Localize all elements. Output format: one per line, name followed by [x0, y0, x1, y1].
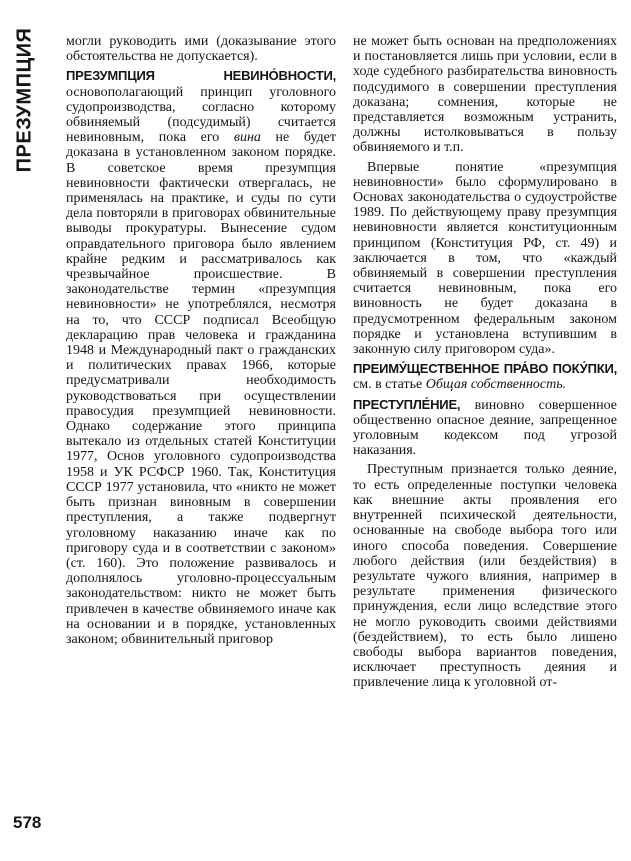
side-header [8, 16, 42, 184]
page-number: 578 [13, 813, 42, 832]
entry-text: см. в статье [353, 377, 426, 393]
entry-headword: ПРЕИМУ́ЩЕСТВЕННОЕ ПРА́ВО ПОКУ́ПКИ, [353, 361, 617, 377]
entry-preemptive-purchase-right [353, 361, 617, 392]
entry-italic-term: вина [233, 130, 261, 146]
continued-paragraph: не может быть основан на предположениях и постановляется лишь при условии, если в ходе судебного разбирательства виновность подсудимого в совершении преступления доказана; сомнения, которые не представляется возможным устранить, должны истолковываться в пользу обвиняемого и т.п. [353, 34, 617, 156]
left-column [66, 34, 336, 651]
entry-text: виновно совершенное общественно опасное деяние, запрещенное уголовным кодексом под угрозой наказания. [353, 397, 617, 459]
entry-headword: ПРЕСТУПЛЕ́НИЕ, [353, 396, 461, 412]
right-column [353, 34, 617, 695]
paragraph: Преступным признается только деяние, то есть определенные поступки человека как внешние акты проявления его внутренней психической деятельности, основанные на свободе выбора того или иного способа поведения. Совершение любого действия (или бездействия) в результате чужого влияния, например в результате применения физического принуждения, если лицо вследствие этого не могло руководить своими действиями (бездействием), то есть было лишено свободы выбора вариантов поведения, исключает преступность деяния и привлечение лица к уголовной от- [353, 462, 617, 691]
side-header-text: ПРЕЗУМПЦИЯ [13, 27, 36, 173]
paragraph: Впервые понятие «презумпция невиновности» было сформулировано в Основах законодательства о судоустройстве 1989. По действующему праву презумпция невиновности является конституционным принципом (Конституция РФ, ст. 49) и заключается в том, что «каждый обвиняемый в совершении преступления считается невиновным, пока его виновность не будет доказана в предусмотренном федеральным законом порядке и установлена вступившим в законную силу приговором суда». [353, 159, 617, 358]
entry-crime [353, 397, 617, 459]
cross-reference: Общая собственность. [425, 377, 567, 393]
entry-text: не будет доказана в установленном законом порядке. В советское время презумпция невиновности фактически отвергалась, не применялась на практике, и суды по сути дела повторяли в приговорах обвинительные выводы прокуратуры. Вынесение судом оправдательного приговора было явлением крайне редким и рассматривалось как чрезвычайное происшествие. В законодательстве термин «презумпция невиновности» не употреблялся, несмотря на то, что СССР подписал Всеобщую декларацию прав человека и гражданина 1948 и Международный пакт о гражданских и политических правах 1966, которые предусматривали необходимость руководствоваться при осуществлении правосудия презумпцией невиновности. Однако содержание этого принципа вытекало из отдельных статей Конституции 1977, Основ уголовного судопроизводства 1958 и УК РСФСР 1960. Так, Конституция СССР 1977 установила, что «никто не может быть признан виновным в совершении преступления, а также подвергнут уголовному наказанию иначе как по приговору суда и в соответствии с законом» (ст. 160). Это положение развивалось и дополнялось уголовно-процессуальным законодательством: никто не может быть привлечен в качестве обвиняемого иначе как на основании и в порядке, установленных законом; обвинительный приговор [66, 130, 336, 647]
continued-paragraph: могли руководить ими (доказывание этого обстоятельства не допускается). [66, 34, 336, 65]
entry-text: основополагающий принцип уголовного судопроизводства, согласно которому обвиняемый (подсудимый) считается невиновным, пока его [66, 84, 336, 146]
entry-headword: ПРЕЗУМПЦИЯ НЕВИНО́ВНОСТИ, [66, 68, 336, 84]
entry-presumption-of-innocence [66, 68, 336, 647]
